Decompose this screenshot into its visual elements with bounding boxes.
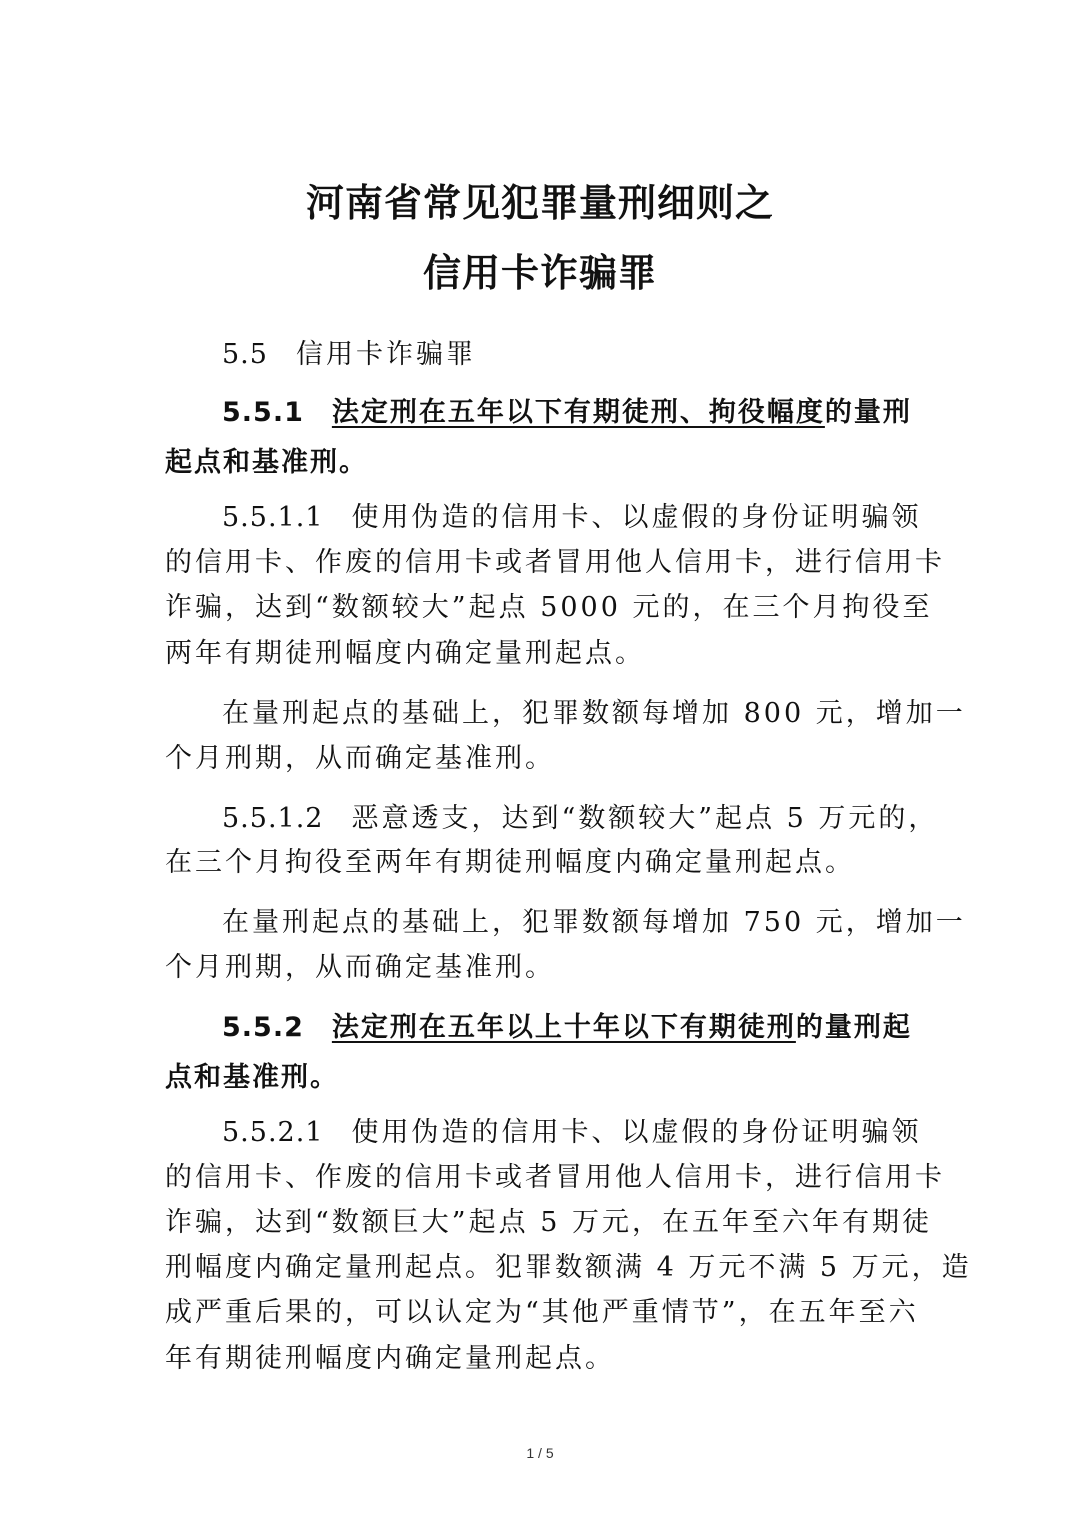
- heading-text: 的量刑起: [795, 1012, 912, 1043]
- section-number: 5.5: [222, 339, 268, 370]
- paragraph-text: 使用伪造的信用卡、以虚假的身份证明骗领: [351, 1117, 922, 1148]
- section-number: 5.5.2: [222, 1012, 304, 1043]
- underlined-phrase: 法定刑在五年以下有期徒刑、拘役幅度: [331, 397, 825, 428]
- paragraph-5-5-1-2-b-line-2: 个月刑期，从而确定基准刑。: [165, 952, 555, 983]
- underlined-phrase: 法定刑在五年以上十年以下有期徒刑: [331, 1012, 796, 1043]
- document-title-line-1: 河南省常见犯罪量刑细则之: [305, 181, 774, 225]
- section-5-5-1-1-line-1: [222, 501, 925, 535]
- section-5-5-1-1-line-4: 两年有期徒刑幅度内确定量刑起点。: [165, 638, 645, 669]
- section-5-5-1-2-line-2: 在三个月拘役至两年有期徒刑幅度内确定量刑起点。: [165, 847, 855, 878]
- section-5-5-heading: [222, 338, 925, 372]
- paragraph-5-5-1-1-b-line-2: 个月刑期，从而确定基准刑。: [165, 743, 555, 774]
- section-number: 5.5.1.2: [222, 803, 324, 834]
- section-5-5-2-1-line-1: [222, 1116, 925, 1150]
- section-5-5-1-heading-line-1: [222, 396, 925, 430]
- section-5-5-2-heading-line-2: 点和基准刑。: [165, 1062, 339, 1093]
- section-5-5-1-2-line-1: [222, 802, 939, 836]
- section-5-5-1-1-line-2: 的信用卡、作废的信用卡或者冒用他人信用卡，进行信用卡: [165, 547, 945, 578]
- paragraph-5-5-1-2-b-line-1: 在量刑起点的基础上，犯罪数额每增加 750 元，增加一: [222, 907, 966, 938]
- section-5-5-2-1-line-2: 的信用卡、作废的信用卡或者冒用他人信用卡，进行信用卡: [165, 1162, 945, 1193]
- heading-text: 的量刑: [824, 397, 912, 428]
- section-number: 5.5.1: [222, 397, 304, 428]
- section-5-5-2-heading-line-1: [222, 1011, 925, 1045]
- section-5-5-2-1-line-6: 年有期徒刑幅度内确定量刑起点。: [165, 1343, 615, 1374]
- paragraph-5-5-1-1-b-line-1: 在量刑起点的基础上，犯罪数额每增加 800 元，增加一: [222, 698, 966, 729]
- paragraph-text: 使用伪造的信用卡、以虚假的身份证明骗领: [351, 502, 922, 533]
- section-number: 5.5.2.1: [222, 1117, 324, 1148]
- section-5-5-2-1-line-5: 成严重后果的，可以认定为“其他严重情节”，在五年至六: [165, 1297, 919, 1328]
- page-number: 1 / 5: [526, 1445, 554, 1461]
- section-title: 信用卡诈骗罪: [295, 339, 476, 370]
- section-5-5-2-1-line-3: 诈骗，达到“数额巨大”起点 5 万元，在五年至六年有期徒: [165, 1207, 932, 1238]
- document-title-line-2: 信用卡诈骗罪: [422, 251, 657, 295]
- section-5-5-2-1-line-4: 刑幅度内确定量刑起点。犯罪数额满 4 万元不满 5 万元，造: [165, 1252, 972, 1283]
- section-5-5-1-heading-line-2: 起点和基准刑。: [165, 447, 368, 478]
- section-number: 5.5.1.1: [222, 502, 324, 533]
- section-5-5-1-1-line-3: 诈骗，达到“数额较大”起点 5000 元的，在三个月拘役至: [165, 592, 933, 623]
- paragraph-text: 恶意透支，达到“数额较大”起点 5 万元的，: [351, 803, 939, 834]
